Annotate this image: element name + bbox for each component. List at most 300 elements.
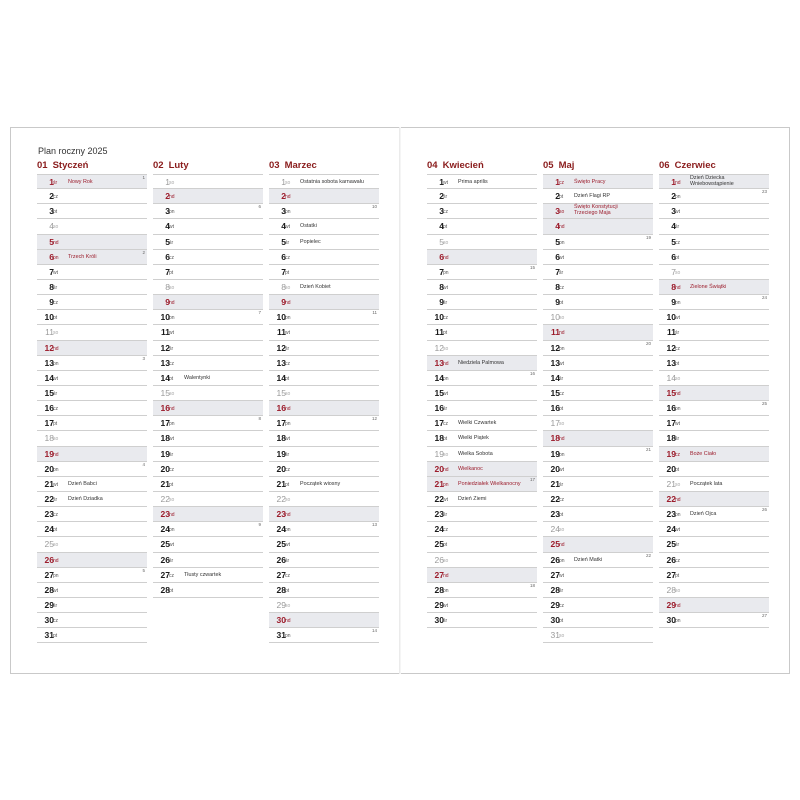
month-column-january (37, 160, 147, 643)
day-row[interactable] (37, 598, 147, 613)
day-row[interactable] (269, 553, 379, 568)
week-number: 8 (258, 416, 261, 422)
day-row[interactable] (153, 583, 263, 598)
day-row[interactable] (427, 356, 537, 371)
day-row[interactable] (659, 477, 769, 492)
weekday-abbr: nd (443, 572, 449, 579)
day-row[interactable] (427, 189, 537, 204)
day-row[interactable] (153, 553, 263, 568)
day-number: 10 (550, 312, 560, 323)
day-row[interactable] (427, 386, 537, 401)
day-row[interactable] (269, 341, 379, 356)
weekday-abbr: pt (169, 375, 174, 382)
day-row[interactable] (153, 356, 263, 371)
day-row[interactable] (659, 492, 769, 507)
day-row[interactable] (153, 250, 263, 265)
day-number: 13 (434, 357, 444, 368)
day-row[interactable] (543, 265, 653, 280)
day-row[interactable] (269, 431, 379, 446)
day-row[interactable] (659, 386, 769, 401)
day-row[interactable] (543, 371, 653, 386)
weekday-abbr: śr (443, 300, 448, 307)
day-row[interactable] (269, 462, 379, 477)
day-number: 5 (439, 236, 444, 247)
day-number: 11 (277, 327, 286, 338)
day-row[interactable] (153, 401, 263, 416)
day-row[interactable] (153, 341, 263, 356)
day-row[interactable] (659, 174, 769, 189)
day-number: 31 (44, 630, 54, 641)
day-row[interactable] (427, 280, 537, 295)
day-row[interactable] (269, 356, 379, 371)
day-row[interactable] (427, 371, 537, 386)
day-row[interactable] (153, 325, 263, 340)
day-number: 11 (435, 327, 444, 338)
day-row[interactable] (269, 568, 379, 583)
day-row[interactable] (427, 295, 537, 310)
day-number: 24 (666, 524, 676, 535)
day-number: 1 (281, 177, 286, 187)
day-row[interactable] (269, 174, 379, 189)
day-row[interactable] (269, 310, 379, 325)
day-row[interactable] (37, 553, 147, 568)
day-row[interactable] (269, 189, 379, 204)
day-row[interactable] (37, 537, 147, 552)
day-row[interactable] (37, 492, 147, 507)
day-row[interactable] (153, 204, 263, 219)
day-row[interactable] (153, 416, 263, 431)
day-row[interactable] (427, 416, 537, 431)
day-row[interactable] (269, 386, 379, 401)
day-row[interactable] (269, 295, 379, 310)
weekday-abbr: śr (675, 224, 680, 231)
day-row[interactable] (427, 492, 537, 507)
day-row[interactable] (153, 568, 263, 583)
day-row[interactable] (427, 325, 537, 340)
day-row[interactable] (37, 250, 147, 265)
weekday-abbr: nd (169, 300, 175, 307)
day-row[interactable] (543, 507, 653, 522)
day-row[interactable] (153, 280, 263, 295)
day-row[interactable] (543, 553, 653, 568)
weekday-abbr: so (559, 527, 565, 534)
weekday-abbr: so (285, 180, 291, 186)
day-row[interactable] (659, 189, 769, 204)
day-row[interactable] (659, 204, 769, 219)
weekday-abbr: pt (285, 587, 290, 594)
weekday-abbr: so (53, 330, 59, 337)
day-row[interactable] (37, 613, 147, 628)
day-number: 6 (165, 251, 170, 262)
day-row[interactable] (659, 325, 769, 340)
day-number: 12 (434, 342, 444, 353)
weekday-abbr: wt (675, 209, 680, 216)
day-row[interactable] (269, 371, 379, 386)
day-row[interactable] (659, 280, 769, 295)
day-row[interactable] (659, 310, 769, 325)
day-row[interactable] (37, 325, 147, 340)
day-row[interactable] (543, 477, 653, 492)
day-row[interactable] (543, 462, 653, 477)
day-number: 26 (44, 554, 54, 565)
day-row[interactable] (659, 431, 769, 446)
day-row[interactable] (659, 356, 769, 371)
day-row[interactable] (543, 295, 653, 310)
day-row[interactable] (269, 477, 379, 492)
day-row[interactable] (427, 477, 537, 492)
weekday-abbr: pn (675, 300, 681, 307)
day-row[interactable] (659, 250, 769, 265)
day-row[interactable] (153, 265, 263, 280)
weekday-abbr: pn (53, 572, 59, 579)
day-number: 1 (439, 177, 444, 187)
day-row[interactable] (543, 522, 653, 537)
day-number: 30 (434, 615, 444, 626)
day-row[interactable] (269, 628, 379, 643)
day-row[interactable] (427, 447, 537, 462)
day-event: Dzień Ojca (690, 511, 717, 518)
day-row[interactable] (37, 447, 147, 462)
day-row[interactable] (427, 522, 537, 537)
day-row[interactable] (543, 447, 653, 462)
weekday-abbr: wt (559, 466, 564, 473)
day-row[interactable] (543, 325, 653, 340)
day-row[interactable] (543, 356, 653, 371)
day-row[interactable] (543, 431, 653, 446)
day-row[interactable] (269, 613, 379, 628)
day-row[interactable] (153, 431, 263, 446)
week-number: 23 (761, 189, 767, 195)
day-row[interactable] (269, 507, 379, 522)
day-row[interactable] (153, 174, 263, 189)
weekday-abbr: so (675, 587, 681, 594)
day-number: 19 (434, 448, 444, 459)
day-row[interactable] (153, 477, 263, 492)
day-row[interactable] (153, 189, 263, 204)
day-row[interactable] (427, 235, 537, 250)
day-number: 15 (666, 387, 676, 398)
day-row[interactable] (427, 265, 537, 280)
day-row[interactable] (427, 174, 537, 189)
day-row[interactable] (427, 583, 537, 598)
day-row[interactable] (37, 341, 147, 356)
weekday-abbr: śr (285, 345, 290, 352)
day-row[interactable] (37, 568, 147, 583)
weekday-abbr: śr (53, 390, 58, 397)
day-row[interactable] (427, 219, 537, 234)
day-row[interactable] (427, 250, 537, 265)
day-number: 27 (666, 569, 676, 580)
day-row[interactable] (153, 462, 263, 477)
weekday-abbr: pt (285, 375, 290, 382)
weekday-abbr: cz (169, 254, 174, 261)
day-row[interactable] (269, 583, 379, 598)
day-row[interactable] (37, 507, 147, 522)
day-row[interactable] (659, 613, 769, 628)
weekday-abbr: pt (675, 572, 680, 579)
day-row[interactable] (153, 447, 263, 462)
day-row[interactable] (427, 310, 537, 325)
day-row[interactable] (37, 280, 147, 295)
weekday-abbr: nd (285, 300, 291, 307)
day-row[interactable] (543, 341, 653, 356)
weekday-abbr: pn (675, 194, 681, 201)
week-number: 22 (645, 552, 651, 558)
day-number: 20 (160, 463, 170, 474)
weekday-abbr: so (675, 375, 681, 382)
weekday-abbr: pn (443, 375, 449, 382)
weekday-abbr: pn (53, 360, 59, 367)
weekday-abbr: nd (169, 406, 175, 413)
day-row[interactable] (543, 628, 653, 643)
day-row[interactable] (37, 219, 147, 234)
day-row[interactable] (153, 235, 263, 250)
day-row[interactable] (659, 553, 769, 568)
day-row[interactable] (543, 568, 653, 583)
weekday-abbr: pn (675, 512, 681, 519)
day-row[interactable] (427, 401, 537, 416)
day-number: 26 (666, 554, 676, 565)
day-row[interactable] (37, 295, 147, 310)
day-row[interactable] (427, 204, 537, 219)
day-row[interactable] (269, 537, 379, 552)
day-number: 26 (550, 554, 560, 565)
day-row[interactable] (427, 507, 537, 522)
day-event: Popielec (300, 238, 321, 245)
day-row[interactable] (543, 235, 653, 250)
day-row[interactable] (659, 507, 769, 522)
day-row[interactable] (37, 204, 147, 219)
month-header (37, 160, 147, 174)
day-row[interactable] (659, 416, 769, 431)
week-number: 15 (529, 264, 535, 270)
month-column-may (543, 160, 653, 643)
weekday-abbr: śr (443, 406, 448, 413)
weekday-abbr: pn (559, 345, 565, 352)
day-number: 14 (550, 372, 560, 383)
day-row[interactable] (153, 295, 263, 310)
day-row[interactable] (427, 537, 537, 552)
weekday-abbr: cz (559, 602, 564, 609)
day-row[interactable] (37, 416, 147, 431)
day-row[interactable] (659, 295, 769, 310)
day-row[interactable] (543, 416, 653, 431)
weekday-abbr: śr (53, 496, 58, 503)
day-row[interactable] (153, 522, 263, 537)
day-row[interactable] (427, 568, 537, 583)
day-row[interactable] (659, 401, 769, 416)
weekday-abbr: pn (285, 421, 291, 428)
day-row[interactable] (427, 341, 537, 356)
weekday-abbr: nd (559, 542, 565, 549)
day-row[interactable] (153, 537, 263, 552)
day-number: 10 (44, 312, 54, 323)
weekday-abbr: nd (559, 330, 565, 337)
day-number: 7 (555, 266, 560, 277)
weekday-abbr: so (169, 390, 175, 397)
weekday-abbr: cz (169, 572, 174, 579)
day-row[interactable] (269, 235, 379, 250)
day-number: 4 (671, 221, 676, 232)
day-number: 19 (160, 448, 170, 459)
day-row[interactable] (269, 280, 379, 295)
day-row[interactable] (269, 265, 379, 280)
day-row[interactable] (269, 204, 379, 219)
day-row[interactable] (427, 462, 537, 477)
day-row[interactable] (37, 431, 147, 446)
day-row[interactable] (269, 219, 379, 234)
day-row[interactable] (543, 401, 653, 416)
day-row[interactable] (269, 250, 379, 265)
day-number: 28 (550, 584, 560, 595)
day-row[interactable] (659, 265, 769, 280)
weekday-abbr: pn (559, 239, 565, 246)
day-row[interactable] (37, 386, 147, 401)
day-number: 17 (276, 418, 286, 429)
weekday-abbr: pt (559, 300, 564, 307)
weekday-abbr: so (559, 421, 565, 428)
day-row[interactable] (37, 628, 147, 643)
day-row[interactable] (543, 537, 653, 552)
weekday-abbr: śr (559, 375, 564, 382)
day-row[interactable] (37, 310, 147, 325)
day-number: 5 (165, 236, 170, 247)
day-number: 17 (44, 418, 54, 429)
day-row[interactable] (659, 447, 769, 462)
weekday-abbr: so (443, 239, 449, 246)
month-number: 01 (37, 160, 48, 171)
day-row[interactable] (427, 553, 537, 568)
day-row[interactable] (543, 280, 653, 295)
day-row[interactable] (659, 462, 769, 477)
day-event: Ostatnia sobota karnawału (300, 179, 364, 185)
day-row[interactable] (427, 431, 537, 446)
day-row[interactable] (543, 310, 653, 325)
weekday-abbr: pt (53, 527, 58, 534)
day-row[interactable] (269, 416, 379, 431)
day-row[interactable] (427, 598, 537, 613)
day-row[interactable] (269, 401, 379, 416)
day-row[interactable] (543, 583, 653, 598)
day-row[interactable] (543, 219, 653, 234)
day-row[interactable] (543, 250, 653, 265)
weekday-abbr: śr (559, 481, 564, 488)
weekday-abbr: pt (559, 618, 564, 625)
day-row[interactable] (269, 598, 379, 613)
weekday-abbr: wt (285, 436, 290, 443)
weekday-abbr: cz (53, 618, 58, 625)
day-row[interactable] (543, 189, 653, 204)
day-number: 2 (281, 191, 286, 202)
day-number: 24 (276, 524, 286, 535)
week-number: 9 (258, 522, 261, 528)
week-number: 20 (645, 340, 651, 346)
day-row[interactable] (427, 613, 537, 628)
weekday-abbr: cz (675, 451, 680, 458)
month-number: 04 (427, 160, 438, 171)
weekday-abbr: pt (169, 587, 174, 594)
day-row[interactable] (37, 477, 147, 492)
day-number: 25 (666, 539, 676, 550)
day-row[interactable] (153, 492, 263, 507)
weekday-abbr: śr (169, 557, 174, 564)
weekday-abbr: cz (53, 300, 58, 307)
day-row[interactable] (543, 174, 653, 189)
day-row[interactable] (659, 219, 769, 234)
day-row[interactable] (153, 219, 263, 234)
weekday-abbr: nd (53, 557, 59, 564)
day-row[interactable] (37, 174, 147, 189)
day-row[interactable] (659, 341, 769, 356)
weekday-abbr: pt (285, 481, 290, 488)
month-number: 03 (269, 160, 280, 171)
day-row[interactable] (269, 492, 379, 507)
day-number: 17 (160, 418, 170, 429)
day-row[interactable] (153, 310, 263, 325)
day-number: 14 (44, 372, 54, 383)
day-row[interactable] (153, 371, 263, 386)
week-number: 2 (142, 249, 145, 255)
day-row[interactable] (37, 371, 147, 386)
day-number: 9 (439, 297, 444, 308)
weekday-abbr: wt (443, 180, 448, 186)
day-row[interactable] (37, 401, 147, 416)
day-row[interactable] (37, 356, 147, 371)
day-row[interactable] (37, 583, 147, 598)
day-number: 10 (434, 312, 444, 323)
day-row[interactable] (659, 598, 769, 613)
weekday-abbr: nd (559, 436, 565, 443)
day-number: 13 (160, 357, 170, 368)
day-row[interactable] (37, 235, 147, 250)
weekday-abbr: wt (169, 330, 174, 337)
day-row[interactable] (543, 386, 653, 401)
day-row[interactable] (543, 492, 653, 507)
day-number: 25 (160, 539, 170, 550)
day-row[interactable] (153, 386, 263, 401)
day-row[interactable] (269, 522, 379, 537)
day-row[interactable] (153, 507, 263, 522)
weekday-abbr: śr (559, 587, 564, 594)
day-number: 18 (666, 433, 676, 444)
day-number: 7 (671, 266, 676, 277)
month-name: Marzec (284, 160, 317, 171)
day-row[interactable] (543, 598, 653, 613)
day-row[interactable] (659, 583, 769, 598)
day-row[interactable] (269, 325, 379, 340)
day-row[interactable] (543, 204, 653, 219)
day-row[interactable] (659, 235, 769, 250)
day-row[interactable] (659, 522, 769, 537)
day-row[interactable] (37, 189, 147, 204)
day-row[interactable] (37, 462, 147, 477)
month-column-february (153, 160, 263, 598)
day-row[interactable] (269, 447, 379, 462)
weekday-abbr: pt (559, 406, 564, 413)
day-number: 21 (666, 478, 676, 489)
day-row[interactable] (37, 265, 147, 280)
weekday-abbr: śr (285, 557, 290, 564)
day-row[interactable] (659, 371, 769, 386)
day-row[interactable] (659, 537, 769, 552)
week-number: 19 (645, 234, 651, 240)
day-event: Początek wiosny (300, 480, 341, 487)
day-number: 31 (550, 630, 560, 641)
day-row[interactable] (543, 613, 653, 628)
day-number: 8 (439, 281, 444, 292)
day-row[interactable] (659, 568, 769, 583)
day-row[interactable] (37, 522, 147, 537)
